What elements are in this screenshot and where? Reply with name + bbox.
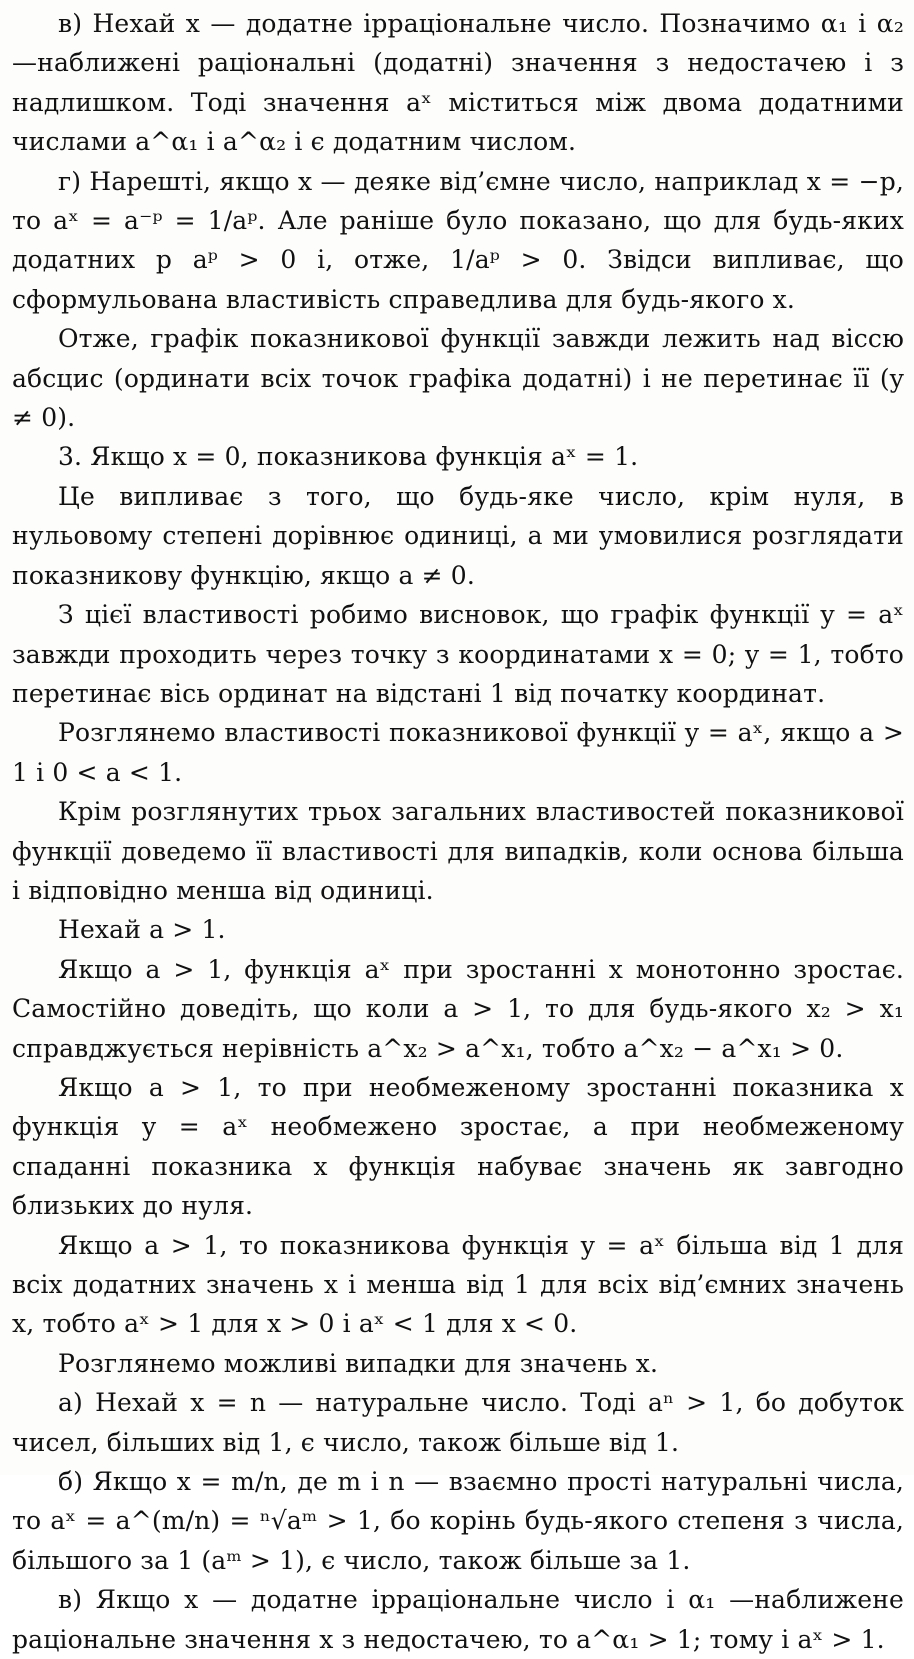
- paragraph-besides-general: Крім розглянутих трьох загальних властивостей показникової функції доведемо її властивості для випадків, коли основа більша і відповідно менша від одиниці.: [12, 797, 904, 905]
- paragraph-consider-properties: Розглянемо властивості показникової функції y = aˣ, якщо a > 1 і 0 < a < 1.: [12, 718, 904, 787]
- case-a-greater-1: Нехай a > 1.: [58, 915, 226, 945]
- page-text: [12, 4, 904, 1659]
- case-irrational: в) Якщо x — додатне ірраціональне число і α₁ —наближене раціональне значення x з недостачею, то a^α₁ > 1; тому і aˣ > 1.: [12, 1585, 904, 1654]
- case-natural: а) Нехай x = n — натуральне число. Тоді aⁿ > 1, бо добуток чисел, більших від 1, є число, також більше від 1.: [12, 1388, 904, 1457]
- paragraph-negative-x: г) Нарешті, якщо x — деяке від’ємне число, наприклад x = −p, то aˣ = a⁻ᵖ = 1/aᵖ. Але раніше було показано, що для будь-яких додатних p aᵖ > 0 і, отже, 1/aᵖ > 0. Звідси випливає, що сформульована властивість справедлива для будь-якого x.: [12, 166, 904, 314]
- paragraph-greater-than-1: Якщо a > 1, то показникова функція y = aˣ більша від 1 для всіх додатних значень x і менша від 1 для всіх від’ємних значень x, тобто aˣ > 1 для x > 0 і aˣ < 1 для x < 0.: [12, 1230, 904, 1339]
- property-3-heading: 3. Якщо x = 0, показникова функція aˣ = 1.: [58, 442, 639, 472]
- case-rational: б) Якщо x = m/n, де m і n — взаємно прості натуральні числа, то aˣ = a^(m/n) = ⁿ√aᵐ > 1, бо корінь будь-якого степеня з числа, більшого за 1 (aᵐ > 1), є число, також більше за 1.: [12, 1467, 904, 1575]
- paragraph-graph-above-axis: Отже, графік показникової функції завжди лежить над віссю абсцис (ординати всіх точок графіка додатні) і не перетинає її (y ≠ 0).: [12, 324, 904, 433]
- paragraph-point-0-1: З цієї властивості робимо висновок, що графік функції y = aˣ завжди проходить через точку з координатами x = 0; y = 1, тобто перетинає вісь ординат на відстані 1 від початку координат.: [12, 600, 904, 708]
- paragraph-zero-power: Це випливає з того, що будь-яке число, крім нуля, в нульовому степені дорівнює одиниці, а ми умовилися розглядати показникову функцію, якщо a ≠ 0.: [12, 481, 904, 590]
- paragraph-cases-heading: Розглянемо можливі випадки для значень x.: [58, 1348, 659, 1378]
- paragraph-irrational-positive: в) Нехай x — додатне ірраціональне число. Позначимо α₁ і α₂ —наближені раціональні (додатні) значення з недостачею і з надлишком. Тоді значення aˣ міститься між двома додатними числами a^α₁ і a^α₂ і є додатним числом.: [12, 9, 904, 157]
- paragraph-unbounded: Якщо a > 1, то при необмеженому зростанні показника x функція y = aˣ необмежено зростає, а при необмеженому спаданні показника x функція набуває значень як завгодно близьких до нуля.: [12, 1072, 904, 1221]
- paragraph-monotonic: Якщо a > 1, функція aˣ при зростанні x монотонно зростає. Самостійно доведіть, що коли a > 1, то для будь-якого x₂ > x₁ справджується нерівність a^x₂ > a^x₁, тобто a^x₂ − a^x₁ > 0.: [12, 954, 904, 1063]
